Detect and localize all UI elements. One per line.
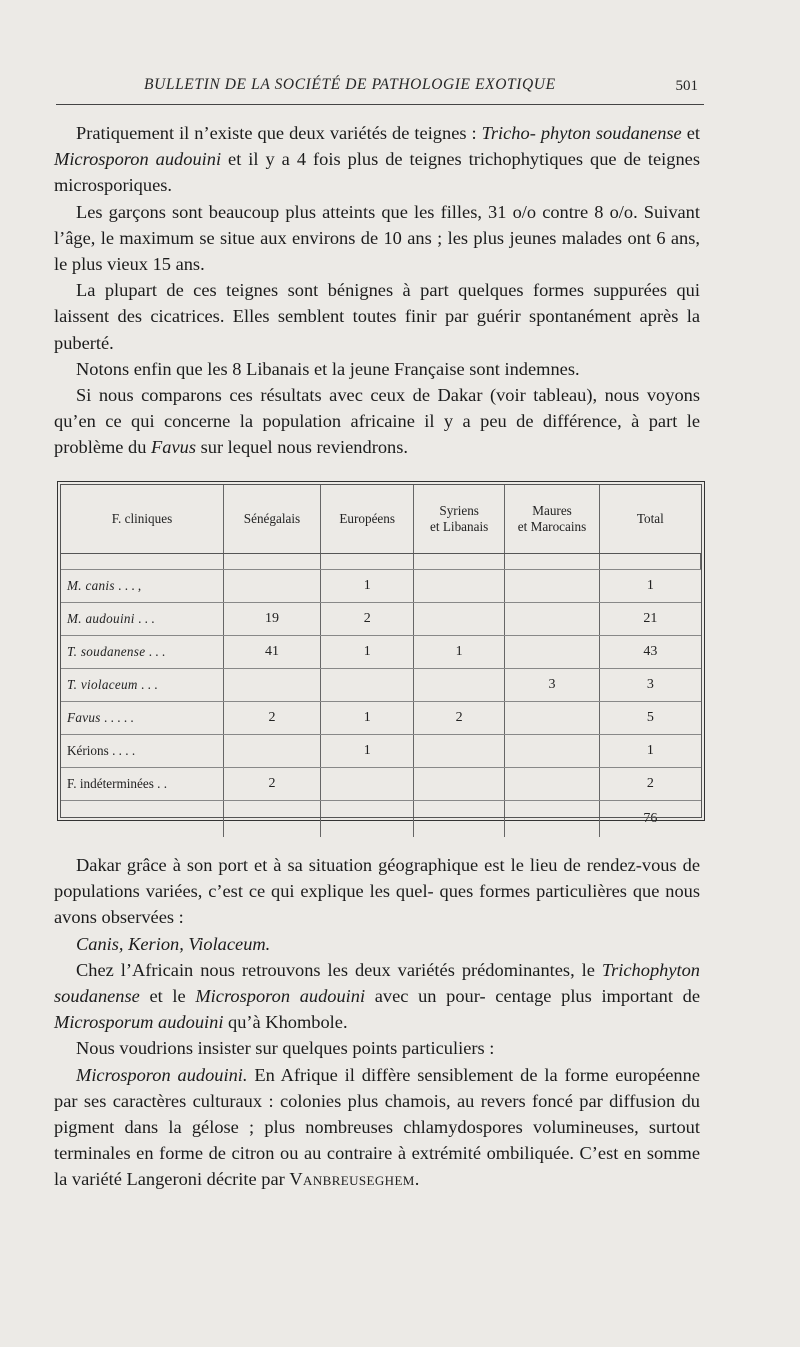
paragraph: Notons enfin que les 8 Libanais et la jeune Française sont indemnes.	[76, 358, 580, 379]
table-spacer-row	[61, 554, 701, 570]
leader-dots: . . . .	[108, 743, 136, 758]
species-name: Favus	[67, 710, 101, 725]
cell-total: 2	[600, 768, 701, 801]
italic-term: Microsporon audouini	[195, 986, 366, 1007]
cell-syrians	[414, 603, 505, 636]
table-row	[61, 735, 701, 768]
text-run: Chez l’Africain nous retrouvons les deux variétés prédominantes, le	[76, 959, 602, 980]
cell-total: 1	[600, 570, 701, 603]
form-name: F. indéterminées	[67, 776, 154, 791]
header-clinical-forms: F. cliniques	[61, 485, 223, 554]
species-name: M. canis	[67, 578, 115, 593]
paragraph: Les garçons sont beaucoup plus atteints que les filles, 31 o/o contre 8 o/o. Suivant l’âge, le maximum se situe aux environs de 10 ans ; les plus jeunes malades ont 6 ans, le plus vieux 15 ans.	[54, 201, 700, 275]
grand-total: 76	[643, 811, 658, 826]
table-row	[61, 570, 701, 603]
paragraph: Dakar grâce à son port et à sa situation géographique est le lieu de rendez-vous de populations variées, c’est ce qui explique les quel- ques formes particulières que nous avons observées :	[54, 855, 700, 928]
row-label	[61, 702, 223, 735]
text-run: avec un pour- centage plus important de	[365, 986, 700, 1007]
paragraph	[54, 382, 700, 461]
row-label	[61, 603, 223, 636]
cell-moors	[504, 636, 599, 669]
cell-syrians: 1	[414, 636, 505, 669]
running-title: BULLETIN DE LA SOCIÉTÉ DE PATHOLOGIE EXOTIQUE	[144, 76, 556, 93]
table-row	[61, 603, 701, 636]
cell-total: 5	[600, 702, 701, 735]
text-run: sur lequel nous reviendrons.	[196, 437, 408, 458]
cell-syrians	[414, 669, 505, 702]
italic-term: Microsporon audouini.	[76, 1064, 248, 1085]
italic-term: Microsporon audouini	[54, 149, 222, 170]
cell-europeans	[321, 768, 414, 801]
cell-moors: 3	[504, 669, 599, 702]
table-row	[61, 669, 701, 702]
table-header-row	[61, 485, 701, 554]
cell-syrians	[414, 570, 505, 603]
cell-syrians	[414, 735, 505, 768]
cell-senegalese	[223, 735, 320, 768]
header-senegalese: Sénégalais	[223, 485, 320, 554]
table-row	[61, 636, 701, 669]
text-run: .	[414, 1169, 420, 1190]
paragraph	[54, 931, 700, 957]
header-europeans: Européens	[321, 485, 414, 554]
leader-dots: . . . . .	[100, 710, 134, 725]
text-run: qu’à Khombole.	[223, 1012, 348, 1033]
table-row	[61, 768, 701, 801]
italic-term: Trichophyton soudanense	[54, 959, 700, 1007]
cell-senegalese: 41	[223, 636, 320, 669]
cell-total: 43	[600, 636, 701, 669]
header-syrians-lebanese	[414, 485, 505, 554]
cell-moors	[504, 570, 599, 603]
row-label	[61, 570, 223, 603]
cell-senegalese: 2	[223, 768, 320, 801]
body-text-top	[54, 120, 700, 461]
cell-moors	[504, 603, 599, 636]
cell-moors	[504, 735, 599, 768]
header-line: et Marocains	[517, 519, 587, 534]
paragraph	[54, 957, 700, 1036]
cell-europeans: 2	[321, 603, 414, 636]
header-line: et Libanais	[430, 519, 489, 534]
cell-senegalese	[223, 669, 320, 702]
running-head	[56, 76, 704, 98]
body-text-bottom	[54, 852, 700, 1193]
species-name: T. soudanense	[67, 644, 146, 659]
form-name: Kérions	[67, 743, 109, 758]
cell-senegalese: 2	[223, 702, 320, 735]
italic-term: Favus	[151, 437, 196, 458]
cell-europeans: 1	[321, 702, 414, 735]
cell-moors	[504, 702, 599, 735]
text-run: et il y a 4 fois plus de teignes trichophytiques que de teignes microsporiques.	[54, 149, 701, 196]
paragraph: La plupart de ces teignes sont bénignes à part quelques formes suppurées qui laissent des cicatrices. Elles semblent toutes finir par guérir spontanément après la puberté.	[54, 280, 700, 353]
italic-term: Canis, Kerion, Violaceum.	[76, 933, 271, 954]
cell-total: 3	[600, 669, 701, 702]
row-label	[61, 636, 223, 669]
table-total-row	[61, 801, 701, 838]
table-row	[61, 702, 701, 735]
header-total: Total	[600, 485, 701, 554]
text-run: En Afrique il diffère sensiblement de la forme européenne par ses caractères culturaux : colonies plus chamois, au revers foncé par diffusion du pigment dans la gélose ; plus nombreuses chlamydospores volumineuses, surtout terminales en forme de citron ou au contraire à extrémité ombiliquée. C’est en somme la variété Langeroni décrite par	[54, 1064, 700, 1190]
row-label	[61, 768, 223, 801]
cell-europeans: 1	[321, 570, 414, 603]
species-name: T. violaceum	[67, 677, 138, 692]
cell-total: 1	[600, 735, 701, 768]
text-run: et le	[139, 986, 196, 1007]
cell-senegalese: 19	[223, 603, 320, 636]
cell-syrians	[414, 768, 505, 801]
cell-moors	[504, 768, 599, 801]
leader-dots: . .	[153, 776, 168, 791]
paragraph: Nous voudrions insister sur quelques points particuliers :	[76, 1038, 495, 1059]
text-run: Pratiquement il n’existe que deux variétés de teignes :	[76, 123, 482, 143]
cell-europeans: 1	[321, 735, 414, 768]
cell-europeans: 1	[321, 636, 414, 669]
cell-europeans	[321, 669, 414, 702]
header-line: Syriens	[439, 503, 479, 518]
text-run: et	[681, 123, 701, 143]
cell-senegalese	[223, 570, 320, 603]
row-label	[61, 669, 223, 702]
results-table	[61, 485, 701, 837]
results-table-frame	[57, 481, 705, 826]
text-run: Si nous comparons ces résultats avec ceux de Dakar (voir tableau), nous voyons qu’en ce qui concerne la population africaine il y a peu de différence, à part le problème du	[54, 385, 700, 458]
paragraph	[54, 1062, 700, 1193]
row-label	[61, 735, 223, 768]
page-number: 501	[675, 78, 698, 94]
italic-term: Microsporum audouini	[54, 1012, 224, 1033]
species-name: M. audouini	[67, 611, 135, 626]
leader-dots: . . .	[137, 677, 158, 692]
author-name: Vanbreuseghem	[289, 1169, 415, 1190]
paragraph	[54, 120, 700, 199]
leader-dots: . . .	[134, 611, 155, 626]
header-rule	[56, 104, 704, 105]
cell-total: 21	[600, 603, 701, 636]
leader-dots: . . .	[145, 644, 166, 659]
header-line: Maures	[532, 503, 572, 518]
header-moors-moroccans	[504, 485, 599, 554]
leader-dots: . . . ,	[114, 578, 142, 593]
italic-term: Tricho- phyton soudanense	[481, 123, 682, 143]
cell-syrians: 2	[414, 702, 505, 735]
